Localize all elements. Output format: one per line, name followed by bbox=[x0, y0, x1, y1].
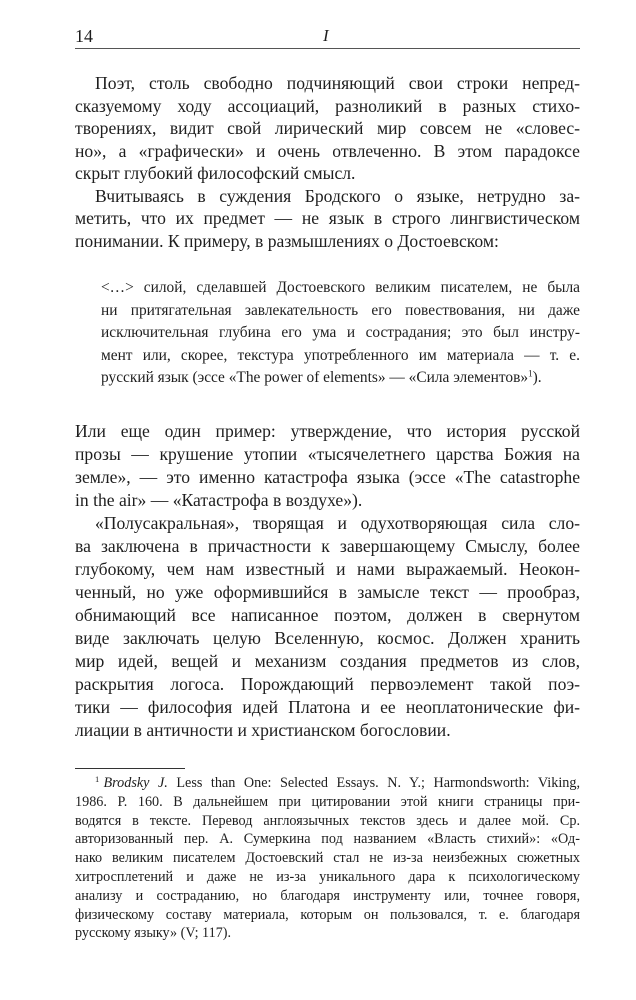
block-quote bbox=[101, 277, 580, 390]
text-line bbox=[75, 443, 580, 466]
text-line bbox=[75, 489, 580, 512]
line-text: 1986. P. 160. В дальнейшем при цитировании этой книги страницы при- bbox=[75, 793, 580, 810]
line-text: русскому языку» (V; 117). bbox=[75, 925, 232, 942]
text-line bbox=[75, 72, 580, 95]
line-text: русский язык (эссе «The power of elements» — «Сила элементов» bbox=[101, 369, 529, 386]
text-line bbox=[75, 512, 580, 535]
text-line bbox=[75, 830, 580, 849]
text-line bbox=[75, 924, 580, 943]
text-line bbox=[75, 868, 580, 887]
text-line bbox=[75, 604, 580, 627]
line-text: метить, что их предмет — не язык в строго лингвистическом bbox=[75, 208, 580, 228]
line-text: Вчитываясь в суждения Бродского о языке, нетрудно за- bbox=[95, 185, 580, 206]
text-line bbox=[75, 906, 580, 925]
line-text: исключительная глубина его ума и сострадания; это был инстру- bbox=[101, 324, 580, 341]
text-line bbox=[75, 849, 580, 868]
footnote-marker: 1 bbox=[95, 773, 104, 784]
author-name: Brodsky J. bbox=[103, 775, 168, 791]
line-text: творениях, видит свой лирический мир совсем не «словес- bbox=[75, 118, 580, 138]
text-line bbox=[101, 300, 580, 323]
text-line bbox=[75, 117, 580, 140]
footnote-reference: 1 bbox=[528, 368, 533, 379]
line-text: тики — философия идей Платона и ее неоплатонические фи- bbox=[75, 697, 580, 717]
line-text: сказуемому ходу ассоциаций, разноликий в разных стихо- bbox=[75, 95, 580, 116]
page-number: 14 bbox=[75, 26, 93, 46]
text-line bbox=[75, 719, 580, 742]
footnote-divider bbox=[75, 768, 185, 769]
line-text: Поэт, столь свободно подчиняющий свои строки непред- bbox=[95, 73, 580, 93]
text-line bbox=[75, 420, 580, 443]
line-text: нако великим писателем Достоевский стал не из-за неизбежных сюжетных bbox=[75, 850, 580, 867]
line-text: <…> силой, сделавшей Достоевского великим писателем, не была bbox=[101, 279, 580, 296]
line-text: анализу и состраданию, но благодаря инструменту или, точнее говоря, bbox=[75, 887, 580, 904]
text-line bbox=[75, 162, 580, 185]
text-line bbox=[101, 345, 580, 368]
text-line bbox=[75, 887, 580, 906]
text-line bbox=[75, 581, 580, 604]
line-text: обнимающий все написанное поэтом, должен в свернутом bbox=[75, 605, 580, 625]
text-line bbox=[75, 207, 580, 230]
line-text: раскрытия логоса. Порождающий первоэлемент такой поэ- bbox=[75, 674, 580, 694]
line-text: мент или, скорее, текстура употребленного им материала — т. е. bbox=[101, 346, 580, 364]
text-line bbox=[75, 673, 580, 696]
text-line bbox=[75, 627, 580, 650]
text-line bbox=[75, 558, 580, 581]
line-text: ни притягательная завлекательность его повествования, ни даже bbox=[101, 301, 580, 319]
line-text: «Полусакральная», творящая и одухотворяющая сила сло- bbox=[95, 513, 580, 533]
text-line bbox=[75, 650, 580, 673]
text-line bbox=[75, 185, 580, 208]
line-text: прозы — крушение утопии «тысячелетнего царства Божия на bbox=[75, 444, 580, 464]
line-text-tail: ). bbox=[532, 369, 542, 386]
body-text-upper bbox=[75, 72, 580, 252]
line-text: виде заключать целую Вселенную, космос. Должен хранить bbox=[75, 628, 580, 648]
line-text: Less than One: Selected Essays. N. Y.; Harmondsworth: Viking, bbox=[167, 775, 580, 791]
running-title: I bbox=[323, 26, 329, 45]
text-line bbox=[75, 95, 580, 118]
text-line bbox=[75, 696, 580, 719]
text-line bbox=[75, 793, 580, 812]
running-header bbox=[75, 26, 580, 49]
text-line bbox=[75, 140, 580, 163]
text-line bbox=[101, 367, 580, 390]
text-line bbox=[75, 812, 580, 831]
text-line bbox=[75, 535, 580, 558]
text-line bbox=[75, 774, 580, 793]
line-text: ченный, но уже оформившийся в замысле текст — прообраз, bbox=[75, 582, 580, 602]
line-text: но», а «графически» и очень отвлеченно. В этом парадоксе bbox=[75, 140, 580, 161]
line-text: земле», — это именно катастрофа языка (эссе «The catastrophe bbox=[75, 467, 580, 487]
body-text-lower bbox=[75, 420, 580, 742]
line-text: физическому составу материала, которым он пользовался, т. е. благодаря bbox=[75, 906, 580, 923]
line-text: ва заключена в причастности к завершающему Смыслу, более bbox=[75, 536, 580, 556]
line-text: скрыт глубокий философский смысл. bbox=[75, 163, 356, 183]
text-line bbox=[101, 277, 580, 300]
footnote bbox=[75, 774, 580, 943]
line-text: водятся в тексте. Перевод англоязычных текстов здесь и далее мой. Ср. bbox=[75, 812, 580, 829]
line-text: Или еще один пример: утверждение, что история русской bbox=[75, 421, 580, 441]
line-text: авторизованный пер. А. Сумеркина под названием «Власть стихий»: «Од- bbox=[75, 831, 580, 848]
text-line bbox=[75, 466, 580, 489]
line-text: понимании. К примеру, в размышлениях о Достоевском: bbox=[75, 230, 499, 251]
line-text: in the air» — «Катастрофа в воздухе»). bbox=[75, 490, 363, 510]
line-text: лиации в античности и христианском богословии. bbox=[75, 720, 451, 740]
line-text: хитросплетений и даже не из-за уникального дара к психологическому bbox=[75, 868, 580, 885]
text-line bbox=[75, 230, 580, 253]
line-text: мир идей, вещей и механизм создания предметов из слов, bbox=[75, 651, 580, 671]
text-line bbox=[101, 322, 580, 345]
line-text: глубокому, чем нам известный и нами выражаемый. Неокон- bbox=[75, 559, 580, 579]
